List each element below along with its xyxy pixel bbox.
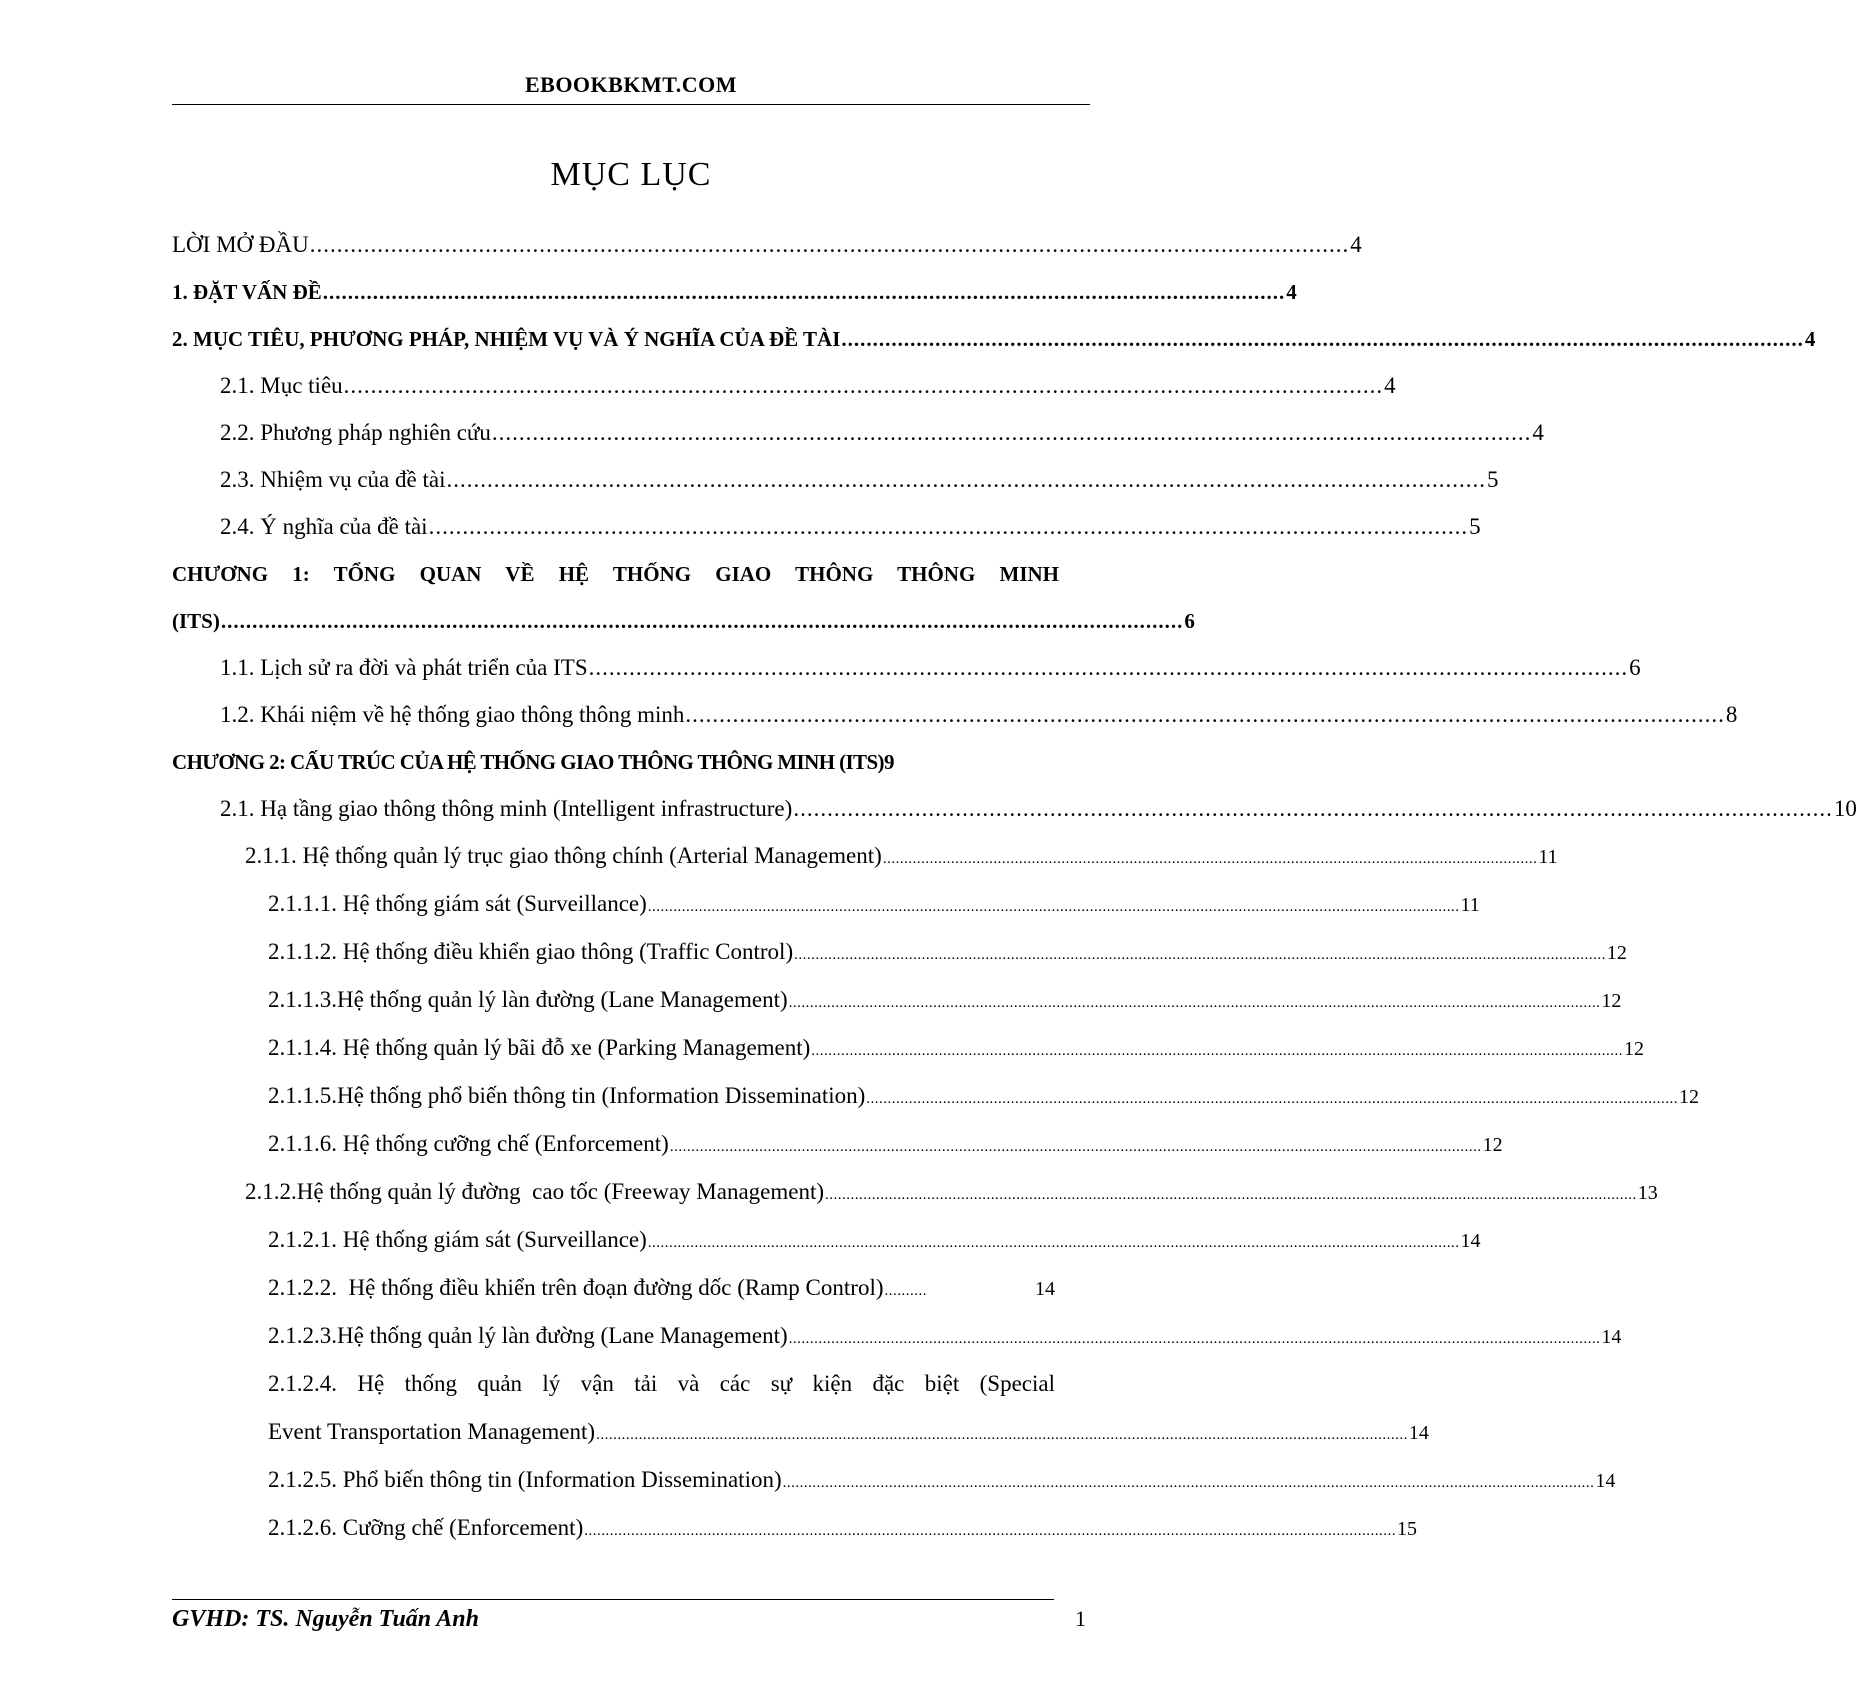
toc-entry[interactable]: 1.2. Khái niệm về hệ thống giao thông thông minh .......................................................................................................................................................... 8 (220, 702, 1738, 727)
toc-entry[interactable]: Event Transportation Management) ............................................................................................................................................................................................... 14 (268, 1419, 1429, 1444)
page-header: EBOOKBKMT.COM (524, 72, 738, 97)
page-number: 1 (1075, 1606, 1086, 1631)
page-title: MỤC LỤC (550, 156, 712, 193)
toc-entry[interactable]: 2.1.1.5.Hệ thống phổ biến thông tin (Information Dissemination) ............................................................................................................................................................................................... 12 (268, 1083, 1700, 1108)
footer-rule (172, 1599, 1054, 1600)
toc-entry[interactable]: 2.3. Nhiệm vụ của đề tài .......................................................................................................................................................... 5 (220, 467, 1499, 492)
toc-entry[interactable]: 1. ĐẶT VẤN ĐỀ .......................................................................................................................................................... 4 (172, 280, 1297, 304)
toc-entry[interactable]: 2.1. Mục tiêu .......................................................................................................................................................... 4 (220, 373, 1396, 398)
toc-entry[interactable]: 2.1.1.3.Hệ thống quản lý làn đường (Lane Management) ............................................................................................................................................................................................... 12 (268, 987, 1622, 1012)
toc-entry[interactable]: 2.4. Ý nghĩa của đề tài .......................................................................................................................................................... 5 (220, 514, 1481, 539)
toc-entry[interactable]: 2.1.2.1. Hệ thống giám sát (Surveillance) ............................................................................................................................................................................................... 14 (268, 1227, 1481, 1252)
toc-entry[interactable]: 2.1.2.Hệ thống quản lý đường cao tốc (Freeway Management) ............................................................................................................................................................................................... 13 (245, 1179, 1658, 1204)
toc-entry[interactable]: 2. MỤC TIÊU, PHƯƠNG PHÁP, NHIỆM VỤ VÀ Ý NGHĨA CỦA ĐỀ TÀI .......................................................................................................................................................... 4 (172, 327, 1816, 351)
toc-entry-line[interactable]: 2.1.2.4. Hệ thống quản lý vận tải và các sự kiện đặc biệt (Special (268, 1371, 1055, 1396)
toc-entry[interactable]: 2.1.2.3.Hệ thống quản lý làn đường (Lane Management) ............................................................................................................................................................................................... 14 (268, 1323, 1622, 1348)
toc-entry[interactable]: 2.2. Phương pháp nghiên cứu .......................................................................................................................................................... 4 (220, 420, 1544, 445)
toc-entry[interactable]: 2.1.1. Hệ thống quản lý trục giao thông chính (Arterial Management) .......................................................................................................................................................... 11 (245, 843, 1558, 868)
toc-entry[interactable]: 2.1.2.2. Hệ thống điều khiển trên đoạn đường dốc (Ramp Control) .......... 14 (268, 1275, 1055, 1300)
toc-entry[interactable]: 2.1.1.4. Hệ thống quản lý bãi đỗ xe (Parking Management) ............................................................................................................................................................................................... 12 (268, 1035, 1645, 1060)
toc-entry[interactable]: 2.1.1.1. Hệ thống giám sát (Surveillance) ............................................................................................................................................................................................... 11 (268, 891, 1480, 916)
toc-entry[interactable]: 2.1.2.5. Phổ biến thông tin (Information Dissemination) ............................................................................................................................................................................................... 14 (268, 1467, 1616, 1492)
toc-entry[interactable]: 2.1.1.2. Hệ thống điều khiển giao thông (Traffic Control) ............................................................................................................................................................................................... 12 (268, 939, 1627, 964)
toc-entry-line[interactable]: CHƯƠNG 1: TỔNG QUAN VỀ HỆ THỐNG GIAO THÔNG THÔNG MINH (172, 562, 1059, 586)
footer-author: GVHD: TS. Nguyễn Tuấn Anh (172, 1606, 479, 1632)
toc-entry[interactable]: 2.1.2.6. Cưỡng chế (Enforcement) ............................................................................................................................................................................................... 15 (268, 1515, 1417, 1540)
toc-entry[interactable]: 2.1.1.6. Hệ thống cưỡng chế (Enforcement) ............................................................................................................................................................................................... 12 (268, 1131, 1503, 1156)
toc-entry[interactable]: 1.1. Lịch sử ra đời và phát triển của ITS .......................................................................................................................................................... 6 (220, 655, 1641, 680)
toc-entry[interactable]: (ITS) .......................................................................................................................................................... 6 (172, 609, 1195, 633)
toc-entry[interactable]: CHƯƠNG 2: CẤU TRÚC CỦA HỆ THỐNG GIAO THÔNG THÔNG MINH (ITS) 9 (172, 750, 895, 774)
toc-entry[interactable]: LỜI MỞ ĐẦU .......................................................................................................................................................... 4 (172, 232, 1362, 257)
toc-entry[interactable]: 2.1. Hạ tầng giao thông thông minh (Intelligent infrastructure) .......................................................................................................................................................... 10 (220, 796, 1857, 821)
